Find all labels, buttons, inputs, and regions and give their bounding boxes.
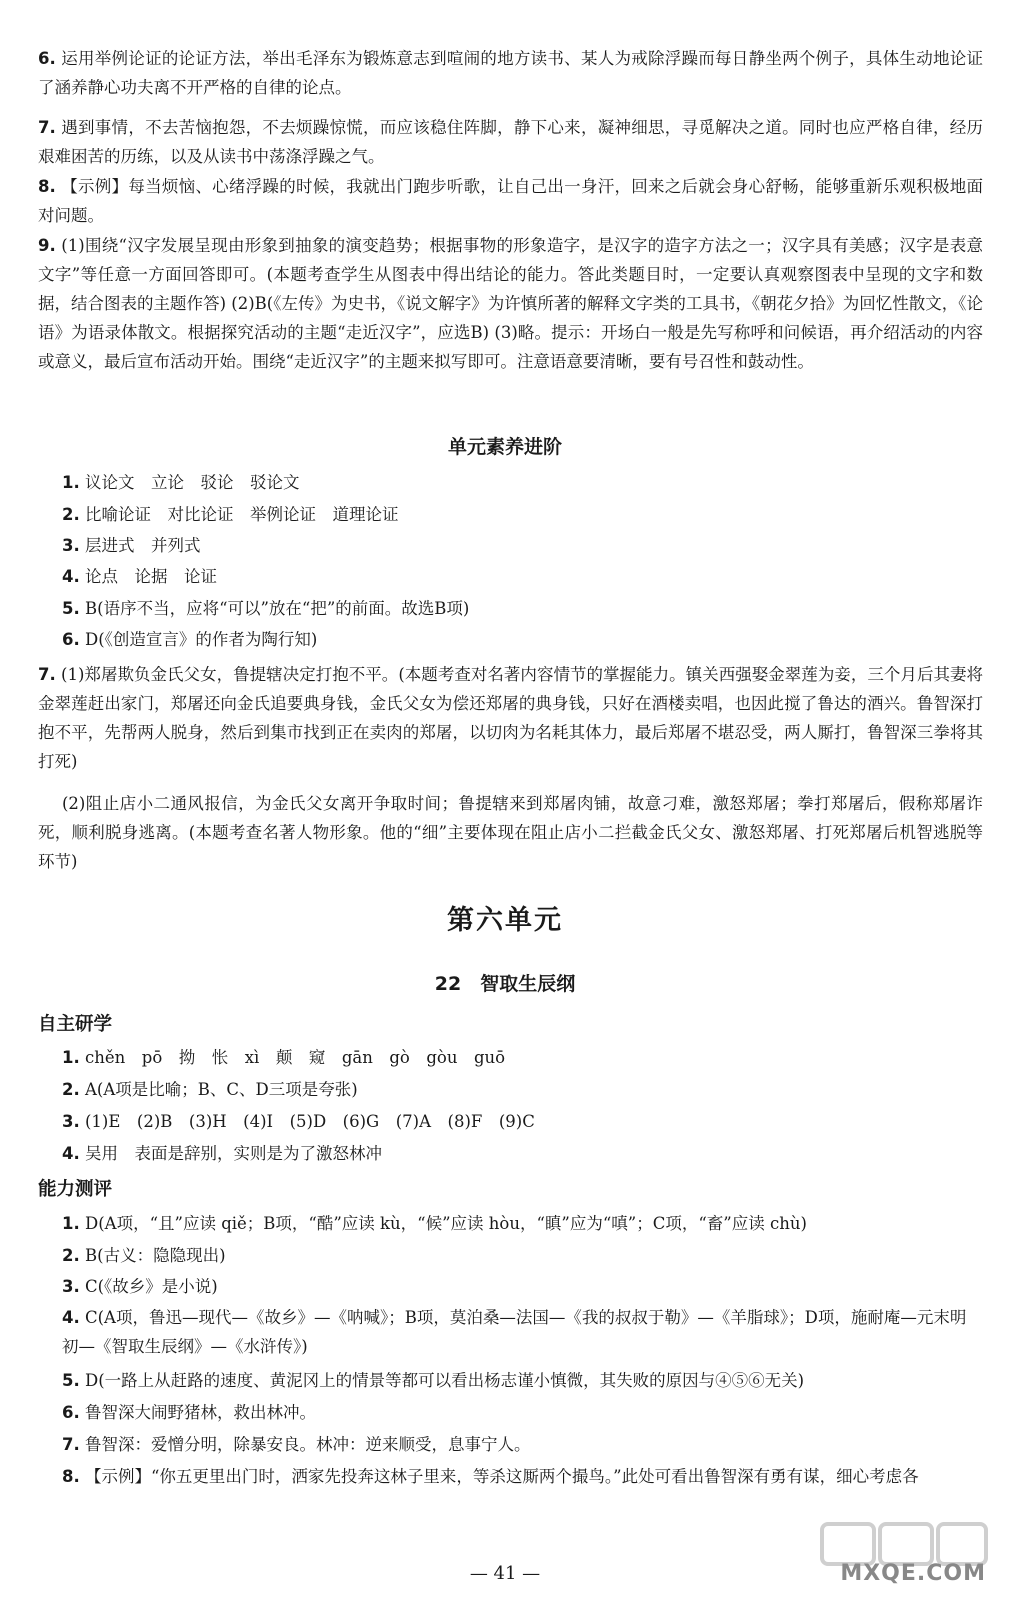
section-title-unit-literacy: 单元素养进阶 <box>447 436 562 458</box>
list-item: 4. C(A项，鲁迅—现代—《故乡》—《呐喊》；B项，莫泊桑—法国—《我的叔叔于勒》—《羊脂球》；D项，施耐庵—元末明初—《智取生辰纲》—《水浒传》) <box>62 1308 967 1356</box>
list-item: 2. B(古义：隐隐现出) <box>62 1246 226 1265</box>
part-title-ability-test: 能力测评 <box>38 1179 113 1200</box>
unit-title: 第六单元 <box>447 905 563 936</box>
list-item: 8. 【示例】“你五更里出门时，洒家先投奔这林子里来，等杀这厮两个撮鸟。”此处可看出鲁智深有勇有谋，细心考虑各 <box>62 1467 919 1486</box>
page-number: — 41 — <box>469 1563 541 1584</box>
answer-7-part2: (2)阻止店小二通风报信，为金氏父女离开争取时间；鲁提辖来到郑屠肉铺，故意刁难，激怒郑屠；拳打郑屠后，假称郑屠诈死，顺利脱身逃离。(本题考查名著人物形象。他的“细”主要体现在阻止店小二拦截金氏父女、激怒郑屠、打死郑屠后机智逃脱等环节) <box>38 794 983 871</box>
list-item: 3. (1)E (2)B (3)H (4)I (5)D (6)G (7)A (8)F (9)C <box>62 1112 535 1131</box>
list-item: 5. D(一路上从赶路的速度、黄泥冈上的情景等都可以看出杨志谨小慎微，其失败的原因与④⑤⑥无关) <box>62 1371 805 1390</box>
list-item: 6. D(《创造宣言》的作者为陶行知) <box>62 630 318 649</box>
answer-7-part1: 7. (1)郑屠欺负金氏父女，鲁提辖决定打抱不平。(本题考查对名著内容情节的掌握能力。镇关西强娶金翠莲为妾，三个月后其妻将金翠莲赶出家门，郑屠还向金氏追要典身钱，金氏父女为偿还郑屠的典身钱，只好在酒楼卖唱，也因此搅了鲁达的酒兴。鲁智深打抱不平，先帮两人脱身，然后到集市找到正在卖肉的郑屠，以切肉为名耗其体力，最后郑屠不堪忍受，两人厮打，鲁智深三拳将其打死) <box>38 665 984 771</box>
list-item: 3. C(《故乡》是小说) <box>62 1277 218 1296</box>
list-item: 5. B(语序不当，应将“可以”放在“把”的前面。故选B项) <box>62 599 470 618</box>
part-title-self-study: 自主研学 <box>38 1014 113 1035</box>
list-item: 7. 鲁智深：爱憎分明，除暴安良。林冲：逆来顺受，息事宁人。 <box>62 1435 531 1454</box>
list-item: 1. D(A项，“且”应读 qiě；B项，“酷”应读 kù，“候”应读 hòu，“瞋”应为“嗔”；C项，“畜”应读 chù) <box>62 1214 807 1233</box>
answer-7: 7. 遇到事情，不去苦恼抱怨，不去烦躁惊慌，而应该稳住阵脚，静下心来，凝神细思，寻觅解决之道。同时也应严格自律，经历艰难困苦的历练，以及从读书中荡涤浮躁之气。 <box>38 118 984 166</box>
list-item: 1. 议论文 立论 驳论 驳论文 <box>62 473 300 492</box>
list-item: 1. chěn pō 拗 怅 xì 颠 窥 gān gò gòu guō <box>62 1048 506 1067</box>
list-item: 2. 比喻论证 对比论证 举例论证 道理论证 <box>62 505 399 524</box>
list-item: 2. A(A项是比喻；B、C、D三项是夸张) <box>62 1080 358 1099</box>
list-item: 3. 层进式 并列式 <box>62 536 201 555</box>
watermark-text: MXQE.COM <box>840 1561 986 1586</box>
list-item: 4. 论点 论据 论证 <box>62 567 217 586</box>
lesson-title: 22 智取生辰纲 <box>434 973 576 995</box>
answer-6: 6. 运用举例论证的论证方法，举出毛泽东为锻炼意志到喧闹的地方读书、某人为戒除浮躁而每日静坐两个例子，具体生动地论证了涵养静心功夫离不开严格的自律的论点。 <box>38 49 984 97</box>
answer-8: 8. 【示例】每当烦恼、心绪浮躁的时候，我就出门跑步听歌，让自己出一身汗，回来之后就会身心舒畅，能够重新乐观积极地面对问题。 <box>38 177 984 225</box>
answer-9: 9. (1)围绕“汉字发展呈现由形象到抽象的演变趋势；根据事物的形象造字，是汉字的造字方法之一；汉字具有美感；汉字是表意文字”等任意一方面回答即可。(本题考查学生从图表中得出结论的能力。答此类题目时，一定要认真观察图表中呈现的文字和数据，结合图表的主题作答) (2)B(《左传》为史书，《说文解字》为许慎所著的解释文字类的工具书，《朝花夕拾》为回忆性散文，《论语》为语录体散文。根据探究活动的主题“走近汉字”，应选B) (3)略。提示：开场白一般是先写称呼和问候语，再介绍活动的内容或意义，最后宣布活动开始。围绕“走近汉字”的主题来拟写即可。注意语意要清晰，要有号召性和鼓动性。 <box>38 236 983 371</box>
list-item: 4. 吴用 表面是辞别，实则是为了激怒林冲 <box>62 1144 382 1163</box>
list-item: 6. 鲁智深大闹野猪林，救出林冲。 <box>62 1403 316 1422</box>
